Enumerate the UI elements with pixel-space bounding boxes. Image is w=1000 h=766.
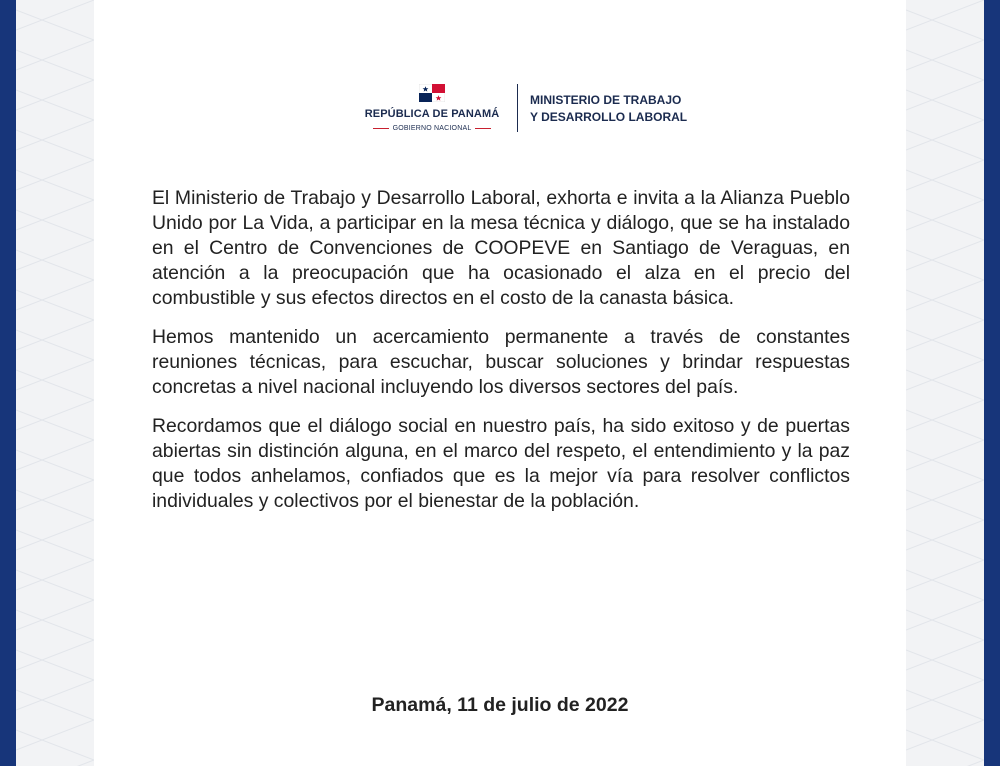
panama-flag-icon [419,84,445,102]
paragraph-3: Recordamos que el diálogo social en nuestro país, ha sido exitoso y de puertas abiertas sin distinción alguna, en el marco del respeto, el entendimiento y la paz que todos anhelamos, confiados que es la mejor vía para resolver conflictos individuales y colectivos por el bienestar de la población. [152,415,850,512]
decorative-dash-left [373,128,389,129]
statement-body [152,186,850,528]
letterhead [94,84,906,136]
government-subtitle: GOBIERNO NACIONAL [392,124,472,132]
paragraph-1: El Ministerio de Trabajo y Desarrollo Laboral, exhorta e invita a la Alianza Pueblo Unido por La Vida, a participar en la mesa técnica y diálogo, que se ha instalado en el Centro de Convenciones de COOPEVE en Santiago de Veraguas, en atención a la preocupación que ha ocasionado el alza en el precio del combustible y sus efectos directos en el costo de la canasta básica. [152,187,850,309]
decorative-dash-right [475,128,491,129]
government-logo [358,84,506,136]
ministry-name-line-1: MINISTERIO DE TRABAJO [530,93,682,107]
government-subtitle-row [358,123,506,133]
left-blue-border [0,0,16,766]
header-divider [517,84,518,132]
government-title: REPÚBLICA DE PANAMÁ [364,108,500,120]
left-line-pattern [16,0,94,766]
right-blue-border [984,0,1000,766]
paragraph-2: Hemos mantenido un acercamiento permanente a través de constantes reuniones técnicas, para escuchar, buscar soluciones y brindar respuestas concretas a nivel nacional incluyendo los diversos sectores del país. [152,326,850,398]
right-line-pattern [906,0,984,766]
ministry-name-line-2: Y DESARROLLO LABORAL [530,110,688,124]
ministry-name [530,92,687,126]
press-release-card [94,0,906,766]
statement-date: Panamá, 11 de julio de 2022 [371,694,629,716]
